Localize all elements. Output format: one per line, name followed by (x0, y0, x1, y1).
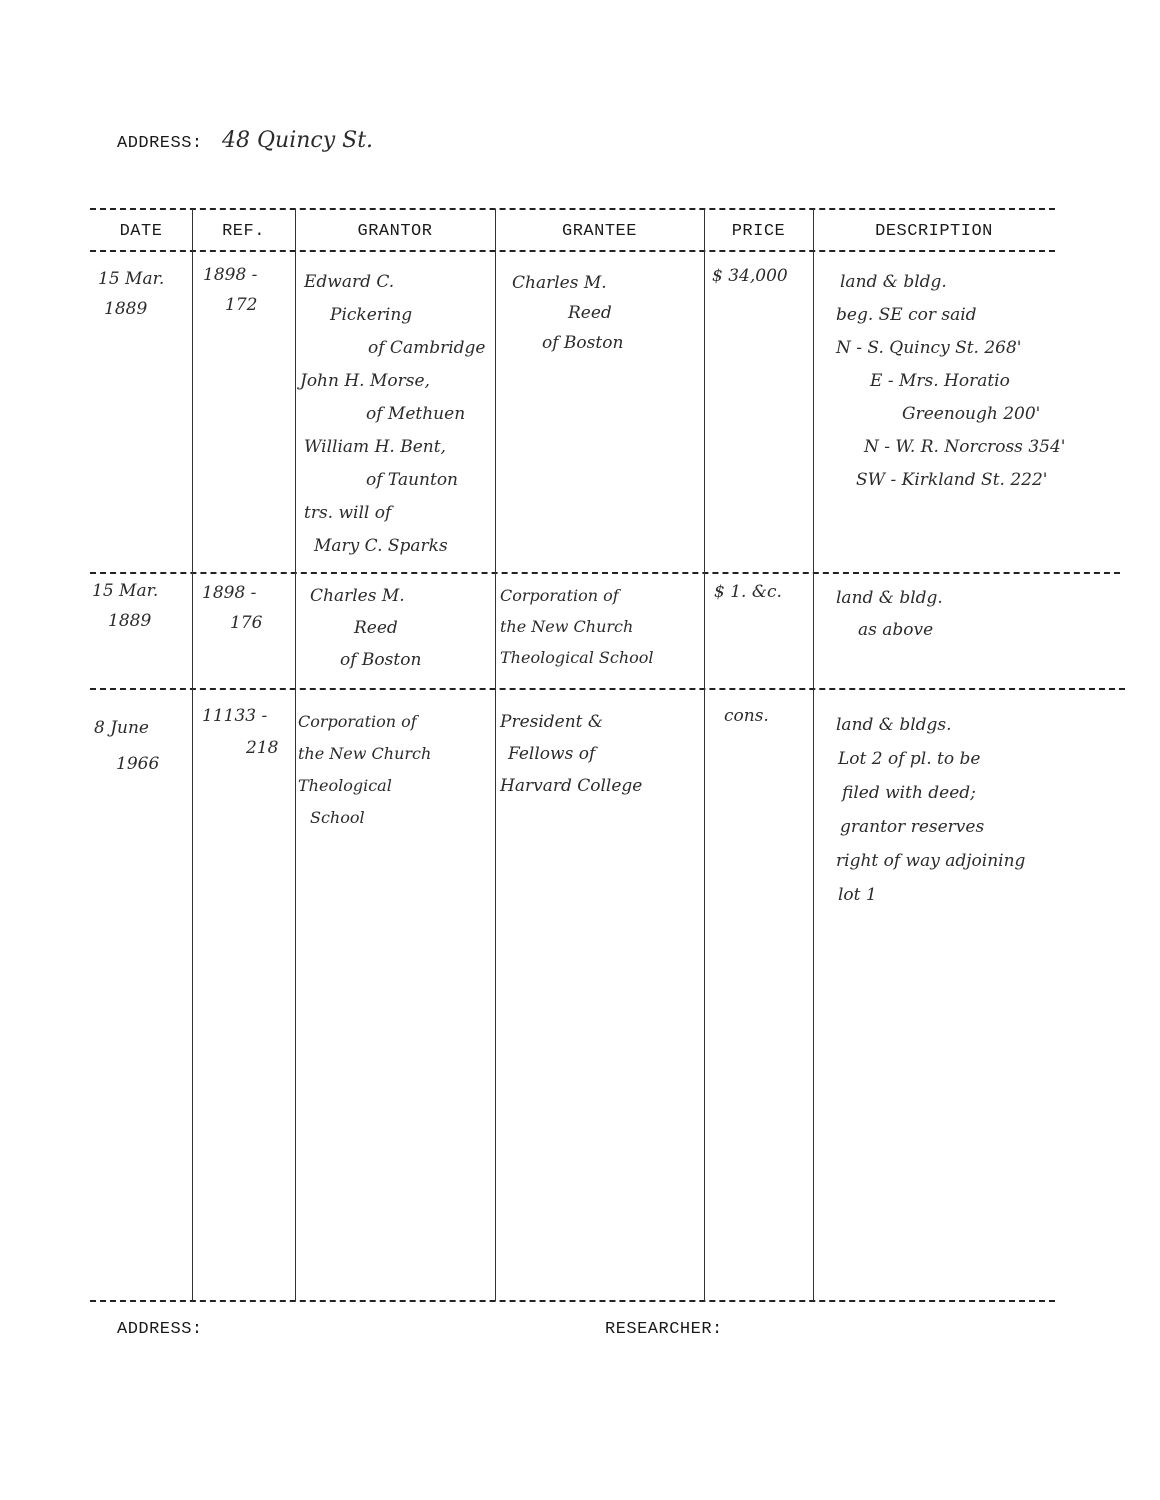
header-divider (90, 250, 1055, 252)
ref-cell: 11133 - 218 (202, 706, 279, 758)
address-value: 48 Quincy St. (222, 128, 374, 153)
table-bottom-border (90, 1300, 1055, 1302)
description-cell: land & bldg. beg. SE cor said N - S. Quincy St. 268' E - Mrs. Horatio Greenough 200' N - W. R. Norcross 354' SW - Kirkland St. 222' (836, 272, 1066, 490)
price-cell: $ 1. &c. (714, 582, 782, 602)
col-header-grantor: GRANTOR (357, 222, 433, 241)
col-header-ref: REF. (222, 222, 265, 241)
col-header-price: PRICE (731, 222, 786, 241)
col-divider-1 (192, 209, 193, 1301)
grantor-cell: Corporation of the New Church Theological School (298, 712, 432, 827)
footer-researcher-label: RESEARCHER: (605, 1320, 723, 1339)
description-cell: land & bldg. as above (836, 588, 943, 640)
date-cell: 15 Mar. 1889 (98, 269, 165, 319)
price-cell: cons. (724, 706, 769, 726)
ref-cell: 1898 - 176 (202, 583, 263, 633)
grantor-cell: Charles M. Reed of Boston (310, 586, 422, 670)
col-header-grantee: GRANTEE (562, 222, 637, 241)
ref-cell: 1898 - 172 (203, 265, 258, 315)
price-cell: $ 34,000 (712, 266, 788, 286)
col-divider-2 (295, 209, 296, 1301)
col-divider-5 (813, 209, 814, 1301)
grantee-cell: Corporation of the New Church Theological School (500, 586, 654, 667)
grantee-cell: Charles M. Reed of Boston (512, 273, 624, 353)
col-divider-3 (495, 209, 496, 1301)
grantor-cell: Edward C. Pickering of Cambridge John H. Morse, of Methuen William H. Bent, of Taunton trs. will of Mary C. Sparks (300, 272, 486, 556)
date-cell: 8 June 1966 (94, 718, 160, 774)
date-cell: 15 Mar. 1889 (92, 581, 159, 631)
col-divider-4 (704, 209, 705, 1301)
address-label: ADDRESS: (117, 134, 203, 153)
footer-address-label: ADDRESS: (117, 1320, 203, 1339)
col-header-date: DATE (119, 222, 163, 241)
grantee-cell: President & Fellows of Harvard College (500, 712, 643, 796)
description-cell: land & bldgs. Lot 2 of pl. to be filed with deed; grantor reserves right of way adjoining lot 1 (836, 715, 1026, 905)
col-header-description: DESCRIPTION (875, 222, 993, 241)
row-divider-1 (90, 572, 1120, 574)
table-top-border (90, 208, 1055, 210)
row-divider-2 (90, 688, 1125, 690)
